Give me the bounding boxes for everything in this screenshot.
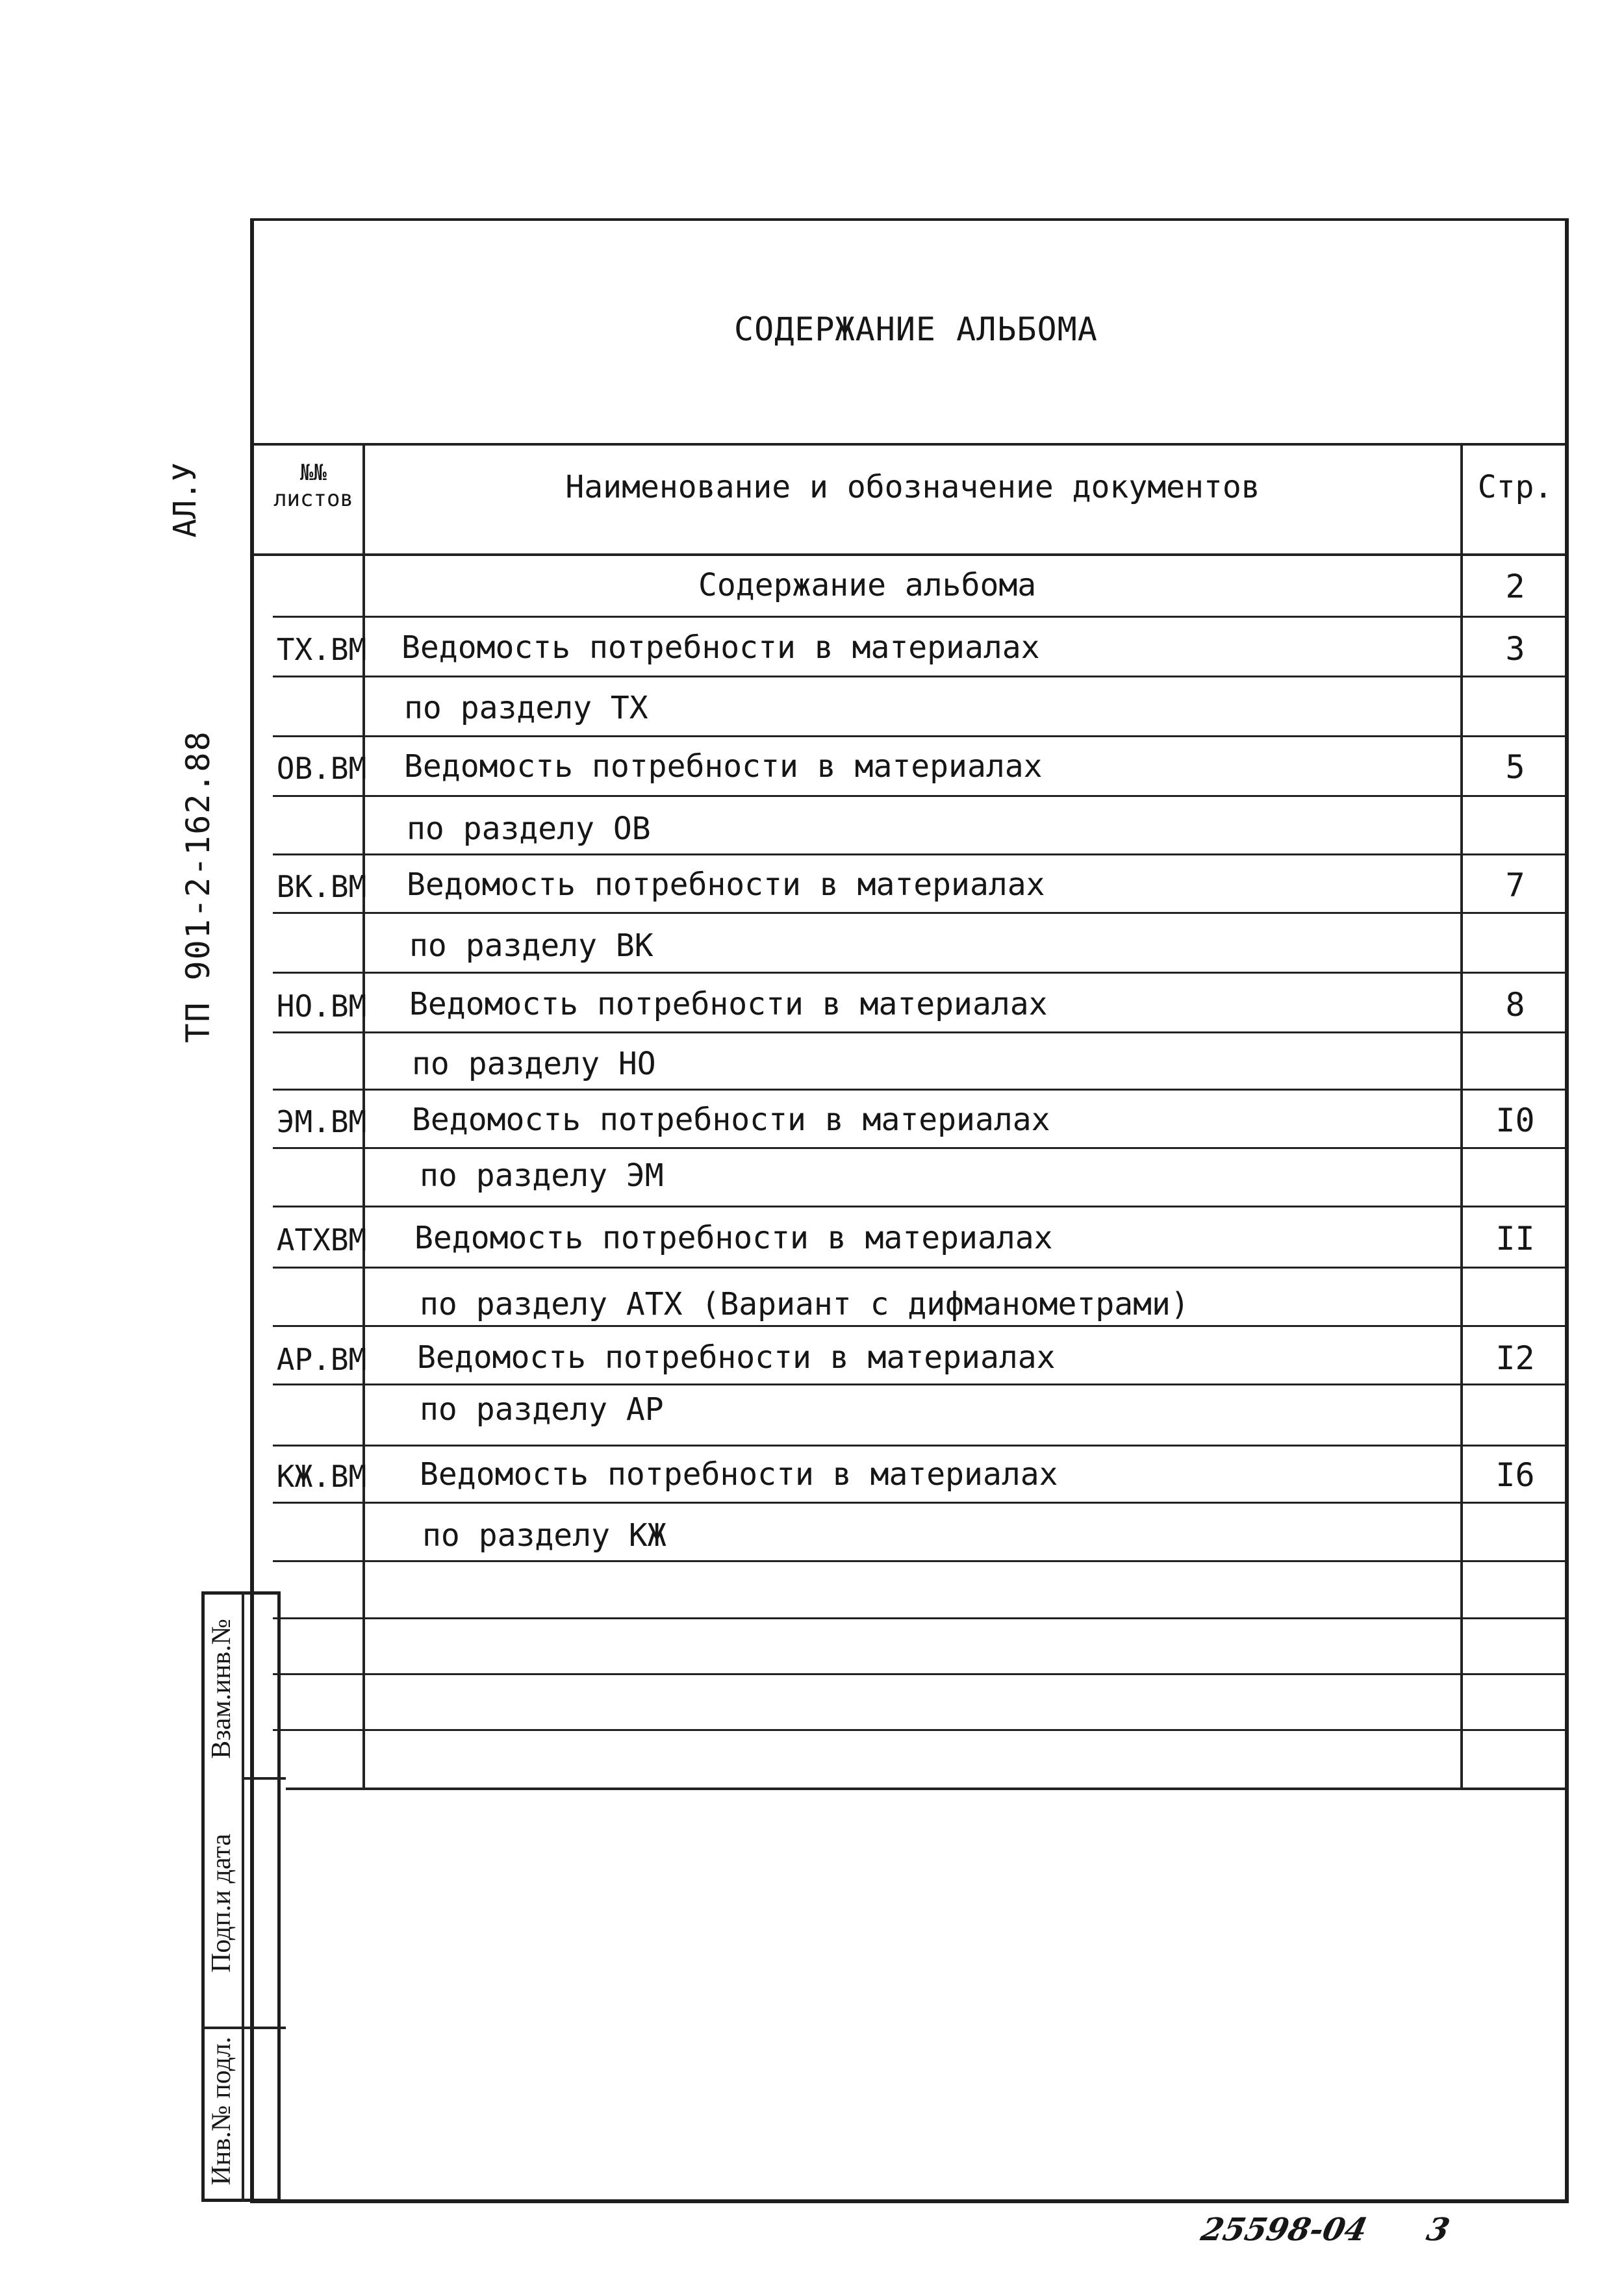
row-text: по разделу ОВ [407,811,651,847]
row-code: ВК.ВМ [276,869,367,904]
row-text: по разделу ВК [409,928,653,964]
header-document-name: Наименование и обозначение документов [565,469,1260,505]
row-separator [273,1617,1565,1619]
row-separator [273,616,1565,618]
row-page: I6 [1495,1456,1535,1494]
row-page: 8 [1505,986,1525,1024]
row-separator [273,1502,1565,1504]
project-code: ТП 901-2-162.88 [179,730,217,1043]
row-page: I0 [1495,1102,1535,1139]
stamp-sep-1 [242,1777,286,1780]
row-code: ОВ.ВМ [276,751,367,786]
row-page: 2 [1505,568,1525,605]
row-text: по разделу АТХ (Вариант с дифманометрами) [420,1286,1189,1322]
row-separator [273,1560,1565,1562]
row-separator [273,735,1565,737]
stamp-sep-2 [201,2027,286,2029]
header-page: Стр. [1477,469,1553,505]
row-separator [273,676,1565,677]
album-mark: АЛ.У [167,462,203,538]
row-code: АТХВМ [276,1222,367,1257]
row-code: НО.ВМ [276,989,367,1024]
row-text: Содержание альбома [698,567,1037,603]
row-separator [273,1267,1565,1269]
row-text: Ведомость потребности в материалах [404,748,1043,785]
row-separator [273,1206,1565,1207]
document-frame [250,218,1569,2203]
stamp-inv-original: Инв.№ подл. [207,2036,236,2186]
row-text: Ведомость потребности в материалах [407,866,1045,903]
header-bottom-line [254,553,1565,556]
row-separator [273,1325,1565,1327]
header-top-line [254,443,1565,446]
row-code: ТХ.ВМ [276,632,367,667]
document-title: СОДЕРЖАНИЕ АЛЬБОМА [734,310,1098,348]
row-page: 3 [1505,630,1525,668]
row-code: АР.ВМ [276,1342,367,1377]
stamp-inv-replace: Взам.инв.№ [207,1619,236,1759]
row-separator [273,1729,1565,1731]
table-bottom-line [286,1788,1565,1790]
row-separator [273,912,1565,914]
row-text: Ведомость потребности в материалах [401,629,1040,666]
row-page: 5 [1505,748,1525,786]
row-separator [273,1147,1565,1149]
row-separator [273,1673,1565,1675]
row-text: по разделу НО [412,1046,656,1082]
row-text: по разделу КЖ [422,1517,666,1554]
row-page: 7 [1505,866,1525,904]
row-text: по разделу ЭМ [420,1157,664,1194]
row-text: по разделу ТХ [404,690,648,726]
row-separator [273,1384,1565,1385]
header-sheet-number: №№ листов [273,460,353,512]
row-code: КЖ.ВМ [276,1459,367,1494]
row-text: Ведомость потребности в материалах [412,1102,1050,1138]
page-number: 3 [1423,2212,1453,2248]
inventory-number: 25598-04 [1198,2212,1371,2248]
row-page: I2 [1495,1339,1535,1377]
row-text: по разделу АР [420,1391,664,1428]
row-separator [273,1031,1565,1033]
row-separator [273,795,1565,797]
row-text: Ведомость потребности в материалах [414,1220,1053,1256]
row-text: Ведомость потребности в материалах [420,1456,1058,1493]
row-separator [273,1445,1565,1447]
row-code: ЭМ.ВМ [276,1104,367,1139]
row-text: Ведомость потребности в материалах [409,986,1048,1022]
row-text: Ведомость потребности в материалах [417,1339,1056,1376]
row-separator [273,853,1565,855]
row-page: II [1495,1220,1535,1257]
row-separator [273,972,1565,974]
stamp-divider [242,1591,244,2202]
footer-inventory [1198,2212,1453,2248]
row-separator [273,1089,1565,1091]
stamp-sign-date: Подп.и дата [207,1834,236,1973]
